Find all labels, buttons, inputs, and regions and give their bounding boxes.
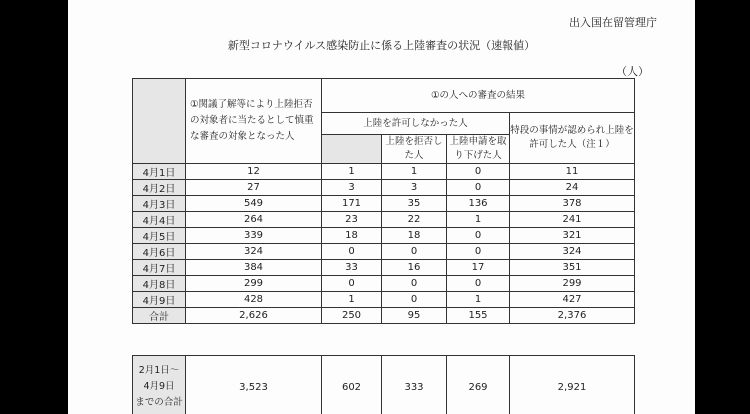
date-cell: 4月3日: [133, 196, 186, 212]
table-row: [133, 180, 635, 196]
withdrawn-cell: 0: [447, 228, 510, 244]
special-permission-cell: 351: [510, 260, 635, 276]
screened-cell: 339: [186, 228, 322, 244]
summary-special-permission: 2,921: [510, 356, 635, 414]
summary-screened: 3,523: [186, 356, 322, 414]
corner-cell: [133, 79, 186, 164]
blank-subheader-cell: [322, 135, 382, 164]
table-row: [133, 164, 635, 180]
total-label: 合計: [133, 308, 186, 324]
not-permitted-total: 250: [322, 308, 382, 324]
refused-total: 95: [382, 308, 447, 324]
screened-cell: 428: [186, 292, 322, 308]
refused-cell: 3: [382, 180, 447, 196]
special-permission-cell: 324: [510, 244, 635, 260]
screened-total: 2,626: [186, 308, 322, 324]
special-permission-total: 2,376: [510, 308, 635, 324]
not-permitted-cell: 1: [322, 292, 382, 308]
summary-label-line: 2月1日～: [138, 365, 180, 376]
summary-not-permitted: 602: [322, 356, 382, 414]
table-row: [133, 292, 635, 308]
daily-inspection-table: [132, 78, 635, 324]
refused-cell: 0: [382, 276, 447, 292]
withdrawn-cell: 0: [447, 180, 510, 196]
refused-cell: 0: [382, 244, 447, 260]
screened-cell: 384: [186, 260, 322, 276]
column-header-withdrawn: 上陸申請を取り下げた人: [447, 135, 510, 164]
summary-withdrawn: 269: [447, 356, 510, 414]
table-row: [133, 244, 635, 260]
table-row: [133, 228, 635, 244]
withdrawn-cell: 0: [447, 276, 510, 292]
withdrawn-cell: 136: [447, 196, 510, 212]
not-permitted-cell: 0: [322, 276, 382, 292]
not-permitted-cell: 3: [322, 180, 382, 196]
date-cell: 4月7日: [133, 260, 186, 276]
refused-cell: 18: [382, 228, 447, 244]
summary-label-line: 4月9日: [143, 381, 175, 392]
withdrawn-cell: 0: [447, 164, 510, 180]
screened-cell: 549: [186, 196, 322, 212]
agency-name: 出入国在留管理庁: [569, 16, 657, 29]
summary-refused: 333: [382, 356, 447, 414]
withdrawn-cell: 17: [447, 260, 510, 276]
refused-cell: 22: [382, 212, 447, 228]
table-row: [133, 260, 635, 276]
column-header-screened: ①関議了解等により上陸拒否の対象者に当たるとして慎重な審査の対象となった人: [186, 79, 322, 164]
special-permission-cell: 24: [510, 180, 635, 196]
not-permitted-cell: 18: [322, 228, 382, 244]
column-header-not-permitted: 上陸を許可しなかった人: [322, 113, 510, 135]
date-cell: 4月1日: [133, 164, 186, 180]
not-permitted-cell: 23: [322, 212, 382, 228]
cumulative-summary-table: [132, 355, 635, 414]
summary-row: [133, 356, 635, 414]
table-row: [133, 196, 635, 212]
special-permission-cell: 299: [510, 276, 635, 292]
total-row: [133, 308, 635, 324]
withdrawn-total: 155: [447, 308, 510, 324]
not-permitted-cell: 1: [322, 164, 382, 180]
not-permitted-cell: 0: [322, 244, 382, 260]
withdrawn-cell: 0: [447, 244, 510, 260]
document-page: [68, 0, 695, 414]
column-header-refused: 上陸を拒否した人: [382, 135, 447, 164]
column-header-results: ①の人への審査の結果: [322, 79, 635, 113]
summary-period-label: [133, 356, 186, 414]
special-permission-cell: 11: [510, 164, 635, 180]
withdrawn-cell: 1: [447, 292, 510, 308]
refused-cell: 35: [382, 196, 447, 212]
screened-cell: 299: [186, 276, 322, 292]
table-row: [133, 212, 635, 228]
screened-cell: 27: [186, 180, 322, 196]
unit-label: （人）: [616, 65, 649, 78]
special-permission-cell: 321: [510, 228, 635, 244]
date-cell: 4月4日: [133, 212, 186, 228]
special-permission-cell: 241: [510, 212, 635, 228]
not-permitted-cell: 33: [322, 260, 382, 276]
refused-cell: 0: [382, 292, 447, 308]
refused-cell: 1: [382, 164, 447, 180]
special-permission-cell: 427: [510, 292, 635, 308]
withdrawn-cell: 1: [447, 212, 510, 228]
screened-cell: 264: [186, 212, 322, 228]
not-permitted-cell: 171: [322, 196, 382, 212]
column-header-special-permission: 特段の事情が認められ上陸を許可した人（注１）: [510, 113, 635, 164]
document-title: 新型コロナウイルス感染防止に係る上陸審査の状況（速報値）: [227, 39, 536, 52]
date-cell: 4月6日: [133, 244, 186, 260]
date-cell: 4月5日: [133, 228, 186, 244]
refused-cell: 16: [382, 260, 447, 276]
screened-cell: 324: [186, 244, 322, 260]
date-cell: 4月2日: [133, 180, 186, 196]
screened-cell: 12: [186, 164, 322, 180]
special-permission-cell: 378: [510, 196, 635, 212]
date-cell: 4月9日: [133, 292, 186, 308]
table-row: [133, 276, 635, 292]
summary-label-line: までの合計: [135, 397, 183, 408]
date-cell: 4月8日: [133, 276, 186, 292]
